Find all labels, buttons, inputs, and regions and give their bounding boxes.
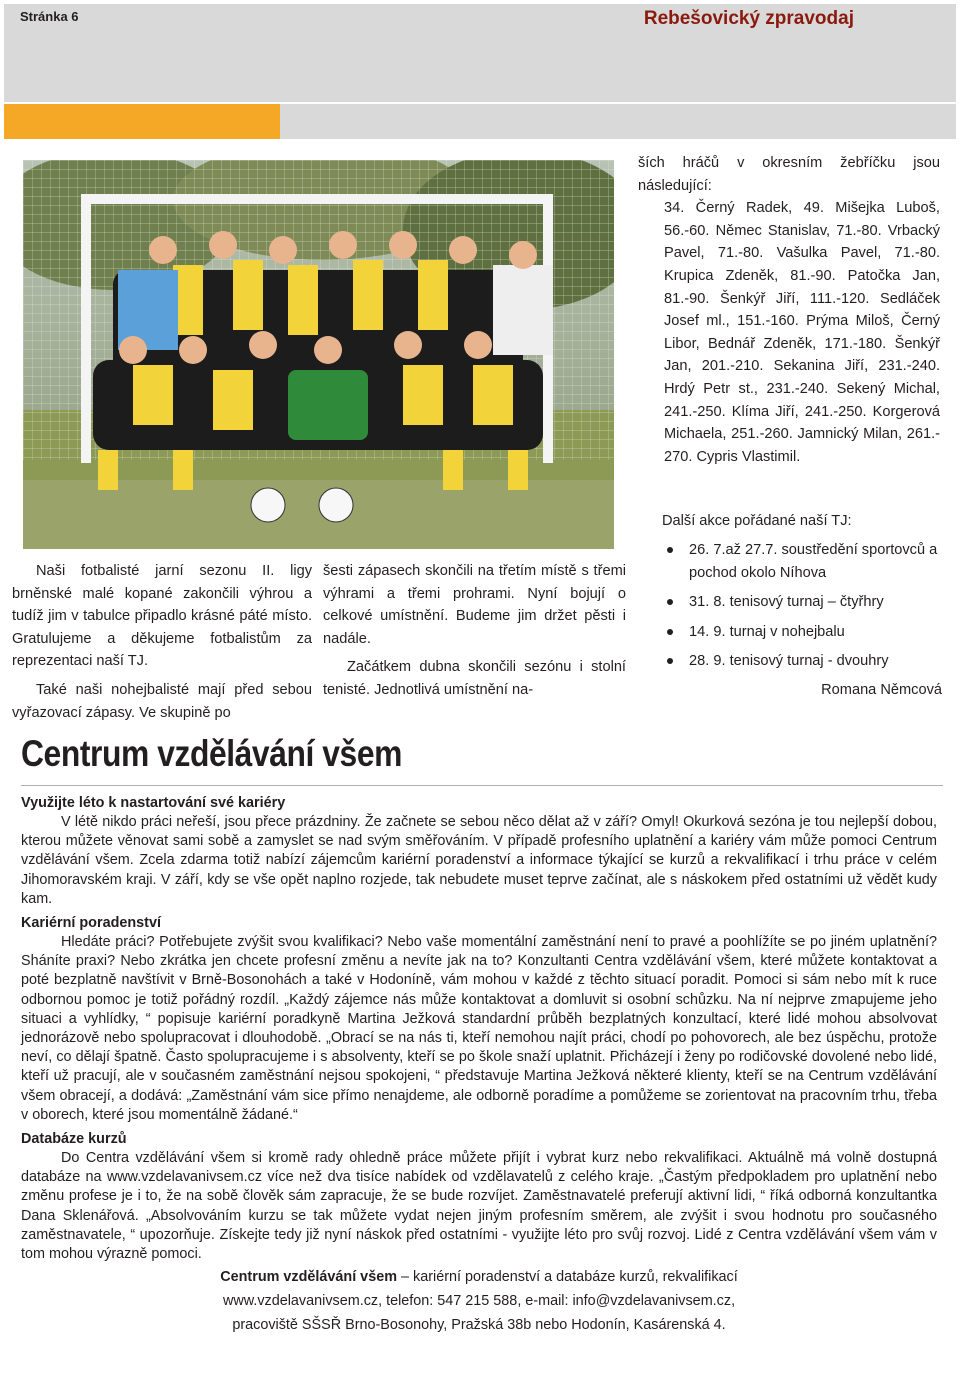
team-photo bbox=[23, 160, 614, 549]
footer-address: pracoviště SŠSŘ Brno-Bosonohy, Pražská 38b nebo Hodonín, Kasárenská 4. bbox=[232, 1317, 726, 1334]
orange-accent-strip bbox=[4, 104, 280, 139]
bullet-icon bbox=[667, 629, 673, 635]
bullet-icon bbox=[667, 658, 673, 664]
article-column-2 bbox=[323, 560, 626, 702]
list-item: 28. 9. tenisový turnaj - dvouhry bbox=[662, 650, 942, 673]
article-column-1 bbox=[12, 560, 312, 724]
tennis-paragraph: Začátkem dubna skončili sezónu i stolní tenisté. Jednotlivá umístnění na- bbox=[323, 659, 626, 698]
section-text-courses: Do Centra vzdělávání všem si kromě rady ohledně práce můžete přijít i vybrat kurz nebo rekvalifikaci. Aktuálně má volně dostupná databáze na www.vzdelavanivsem.cz více než dva tisíce nabídek od vzdělavatelů z celého kraje. „Častým předpokladem pro uplatnění nebo změnu profese je i to, že na sobě člověk sám zapracuje, že se bude rozvíjet. Zaměstnavatelé preferují aktivní lidi, “ říká odborná konzultantka Dana Sklenářová. „Absolvováním kurzu se tak můžete vydat nejen jiným profesním směrem, ale zvýšit i svou hodnotu pro současného zaměstnavatele, “ upozorňuje. Získejte tedy již nyní náskok před ostatními - využijte léto pro svůj rozvoj. Lidé z Centra vzdělávání všem vám v tom mohou výrazně pomoci. bbox=[21, 1150, 937, 1263]
rankings-column bbox=[638, 152, 940, 468]
footer-org-name: Centrum vzdělávání všem bbox=[220, 1269, 397, 1286]
author-signature: Romana Němcová bbox=[821, 681, 942, 698]
section-heading-courses: Databáze kurzů bbox=[21, 1131, 127, 1148]
article-body bbox=[21, 793, 937, 1337]
bullet-icon bbox=[667, 599, 673, 605]
events-box bbox=[662, 510, 942, 701]
rankings-list: 34. Černý Radek, 49. Mišejka Luboš, 56.-60. Němec Stanislav, 71.-80. Vrbacký Pavel, 71.-80. Vašulka Pavel, 71.-80. Krupica Zdeněk, 81.-90. Patočka Jan, 81.-90. Šenkýř Jiří, 111.-120. Sedláček Josef ml., 151.-160. Prýma Miloš, Černý Libor, Bednář Zdeněk, 171.-180. Šenkýř Jan, 201.-210. Sekanina Jiří, 231.-240. Hrdý Petr st., 231.-240. Sekený Michal, 241.-250. Klíma Jiří, 241.-250. Korgerová Michaela, 251.-260. Jamnický Milan, 261.- 270. Cypris Vlastimil. bbox=[664, 200, 940, 465]
list-item: 26. 7.až 27.7. soustředění sportovců a pochod okolo Níhova bbox=[662, 539, 942, 584]
footer-services: – kariérní poradenství a databáze kurzů, rekvalifikací bbox=[397, 1269, 738, 1286]
article-title: Centrum vzdělávání všem bbox=[21, 733, 402, 774]
list-item: 14. 9. turnaj v nohejbalu bbox=[662, 621, 942, 644]
list-item: 31. 8. tenisový turnaj – čtyřhry bbox=[662, 591, 942, 614]
gray-strip bbox=[280, 104, 956, 139]
football-paragraph: Naši fotbalisté jarní sezonu II. ligy brněnské malé kopané zakončili výhrou a tudíž jim v tabulce připadlo krásné páté místo. Gratulujeme a děkujeme fotbalistům za reprezentaci naší TJ. bbox=[12, 563, 312, 670]
footer-contacts: www.vzdelavanivsem.cz, telefon: 547 215 588, e-mail: info@vzdelavanivsem.cz, bbox=[222, 1293, 736, 1310]
nohejbal-paragraph: Také naši nohejbalisté mají před sebou vyřazovací zápasy. Ve skupině po bbox=[12, 681, 312, 721]
section-heading-summer: Využijte léto k nastartování své kariéry bbox=[21, 795, 286, 811]
divider bbox=[21, 785, 943, 786]
events-list bbox=[662, 539, 942, 673]
newsletter-title: Rebešovický zpravodaj bbox=[643, 8, 854, 29]
page-header bbox=[4, 4, 956, 102]
section-text-summer: V létě nikdo práci neřeší, jsou přece prázdniny. Že začnete se sebou něco dělat až v září? Omyl! Okurková sezóna je tou nejlepší dobou, kterou můžete věnovat sami sobě a zamyslet se nad svým směřováním. V případě profesního uplatnění a kariéry vám může pomoci Centrum vzdělávání všem. Zcela zdarma totiž nabízí zájemcům kariérní poradenství a informace týkající se kurzů a rekvalifikací i trhu práce v celém Jihomoravském kraji. V září, kdy se vše opět naplno rozjede, tak nebudete muset teprve začínat, ale s náskokem před ostatními už vědět kudy kam. bbox=[21, 814, 937, 907]
events-heading: Další akce pořádané naší TJ: bbox=[662, 513, 852, 529]
contact-footer bbox=[21, 1265, 937, 1337]
rankings-intro: ších hráčů v okresním žebříčku jsou následující: bbox=[638, 155, 940, 194]
section-heading-career: Kariérní poradenství bbox=[21, 915, 161, 932]
bullet-icon bbox=[667, 547, 673, 553]
section-text-career: Hledáte práci? Potřebujete zvýšit svou kvalifikaci? Nebo vaše momentální zaměstnání není to pravé a poohlížíte se po jiném uplatnění? Sháníte praxi? Nebo zkrátka jen chcete profesní změnu a nevíte jak na to? Konzultanti Centra vzdělávání všem, které můžete kontaktovat a poté bezplatně navštívit v Brně-Bosonohách a také v Hodoníně, vám mohou v každé z těchto situací poradit. Pomoci si sám nebo mít k ruce odbornou pomoc je totiž pořádný rozdíl. „Každý zájemce nás může kontaktovat a domluvit si osobní schůzku. Na ní nejprve zmapujeme jeho situaci a vyhlídky, “ popisuje kariérní poradkyně Martina Ježková standardní průběh bezplatných konzultací, které lidé mohou absolvovat jednorázově nebo spolupracovat i dlouhodobě. „Obrací se na nás ti, kteří nemohou najít práci, chodí po pohovorech, ale bez úspěchu, protože neví, co dělají špatně. Často spolupracujeme i s absolventy, kteří se po škole snaží uplatnit. Přicházejí i ženy po rodičovské dovolené nebo lidé, kteří už pracují, ale v současném zaměstnání nejsou spokojeni, “ představuje Martina Ježková některé klienty, kteří se na Centrum vzdělávání všem obracejí, a dodává: „Zaměstnání vám sice přímo nenajdeme, ale odborně poradíme a pomůžeme se zorientovat na pracovním trhu, třeba v oborech, které jsou momentálně žádané.“ bbox=[21, 934, 937, 1123]
page-number: Stránka 6 bbox=[20, 9, 79, 24]
nohejbal-continued: šesti zápasech skončili na třetím místě s třemi výhrami a třemi prohrami. Nyní bojují o celkové umístnění. Budeme jim držet pěsti i nadále. bbox=[323, 563, 626, 647]
